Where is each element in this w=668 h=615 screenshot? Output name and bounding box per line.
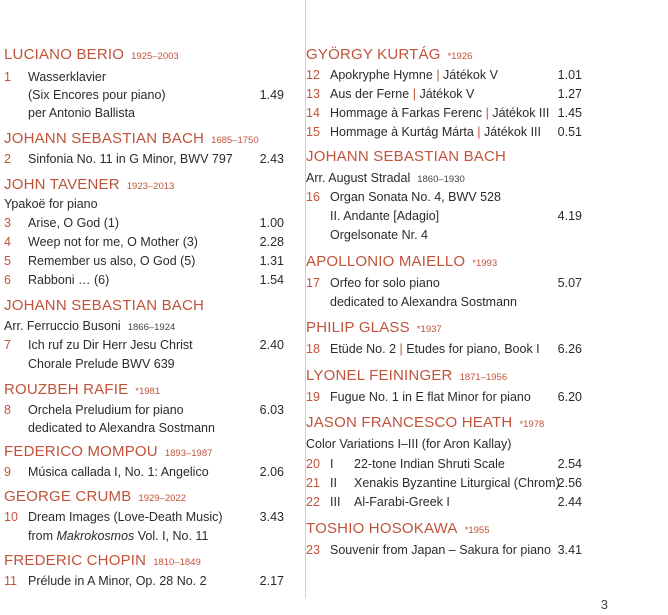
track-line: 6 Rabboni … (6) 1.54 bbox=[4, 273, 284, 287]
track-line: 23 Souvenir from Japan – Sakura for piano 3.41 bbox=[306, 543, 582, 557]
track-line: Orgelsonate Nr. 4 bbox=[330, 228, 428, 242]
composer-heading: FEDERICO MOMPOU 1893–1987 bbox=[4, 443, 213, 460]
track-line: II. Andante [Adagio] 4.19 bbox=[330, 209, 582, 223]
composer-heading: GEORGE CRUMB 1929–2022 bbox=[4, 488, 186, 505]
composer-heading: TOSHIO HOSOKAWA *1955 bbox=[306, 520, 490, 537]
composer-heading: JOHANN SEBASTIAN BACH bbox=[306, 148, 507, 165]
track-line: 13 Aus der Ferne | Játékok V 1.27 bbox=[306, 87, 582, 101]
track-line: 22 III Al-Farabi-Greek I 2.44 bbox=[306, 495, 582, 509]
track-line: (Six Encores pour piano) 1.49 bbox=[28, 88, 284, 102]
track-line: 21 II Xenakis Byzantine Liturgical (Chrom) 2.56 bbox=[306, 476, 582, 490]
track-line: 9 Música callada I, No. 1: Angelico 2.06 bbox=[4, 465, 284, 479]
track-line: from Makrokosmos Vol. I, No. 11 bbox=[28, 529, 209, 543]
right-column bbox=[305, 0, 586, 598]
composer-heading: LUCIANO BERIO 1925–2003 bbox=[4, 46, 179, 63]
page-number: 3 bbox=[600, 597, 608, 612]
track-line: 2 Sinfonia No. 11 in G Minor, BWV 797 2.43 bbox=[4, 152, 284, 166]
track-line: 14 Hommage à Farkas Ferenc | Játékok III 1.45 bbox=[306, 106, 582, 120]
arranger-line: Arr. August Stradal 1860–1930 bbox=[306, 171, 465, 185]
composer-heading: LYONEL FEININGER 1871–1956 bbox=[306, 367, 508, 384]
track-line: 17 Orfeo for solo piano 5.07 bbox=[306, 276, 582, 290]
track-line: 8 Orchela Preludium for piano 6.03 bbox=[4, 403, 284, 417]
composer-heading: GYÖRGY KURTÁG *1926 bbox=[306, 46, 473, 63]
track-line: 4 Weep not for me, O Mother (3) 2.28 bbox=[4, 235, 284, 249]
track-line: 16 Organ Sonata No. 4, BWV 528 bbox=[306, 190, 501, 204]
composer-heading: PHILIP GLASS *1937 bbox=[306, 319, 442, 336]
composer-heading: JOHN TAVENER 1923–2013 bbox=[4, 176, 175, 193]
track-line: 20 I 22-tone Indian Shruti Scale 2.54 bbox=[306, 457, 582, 471]
track-line: 7 Ich ruf zu Dir Herr Jesu Christ 2.40 bbox=[4, 338, 284, 352]
track-line: 19 Fugue No. 1 in E flat Minor for piano 6.20 bbox=[306, 390, 582, 404]
composer-heading: JASON FRANCESCO HEATH *1978 bbox=[306, 414, 545, 431]
track-line: Chorale Prelude BWV 639 bbox=[28, 357, 175, 371]
track-line: 10 Dream Images (Love-Death Music) 3.43 bbox=[4, 510, 284, 524]
work-subtitle: Color Variations I–III (for Aron Kallay) bbox=[306, 437, 512, 451]
work-subtitle: Ypakoë for piano bbox=[4, 197, 98, 211]
track-line: dedicated to Alexandra Sostmann bbox=[28, 421, 215, 435]
arranger-line: Arr. Ferruccio Busoni 1866–1924 bbox=[4, 319, 176, 333]
track-line: 15 Hommage à Kurtág Márta | Játékok III 0.51 bbox=[306, 125, 582, 139]
track-line: 18 Etüde No. 2 | Etudes for piano, Book I 6.26 bbox=[306, 342, 582, 356]
track-line: 12 Apokryphe Hymne | Játékok V 1.01 bbox=[306, 68, 582, 82]
composer-heading: APOLLONIO MAIELLO *1993 bbox=[306, 253, 498, 270]
track-line: per Antonio Ballista bbox=[28, 106, 136, 120]
track-line: 1 Wasserklavier bbox=[4, 70, 107, 84]
track-line: dedicated to Alexandra Sostmann bbox=[330, 295, 517, 309]
composer-heading: JOHANN SEBASTIAN BACH bbox=[4, 297, 205, 314]
composer-heading: ROUZBEH RAFIE *1981 bbox=[4, 381, 161, 398]
track-line: 11 Prélude in A Minor, Op. 28 No. 2 2.17 bbox=[4, 574, 284, 588]
composer-heading: JOHANN SEBASTIAN BACH 1685–1750 bbox=[4, 130, 259, 147]
composer-heading: FREDERIC CHOPIN 1810–1849 bbox=[4, 552, 201, 569]
track-line: 3 Arise, O God (1) 1.00 bbox=[4, 216, 284, 230]
track-line: 5 Remember us also, O God (5) 1.31 bbox=[4, 254, 284, 268]
